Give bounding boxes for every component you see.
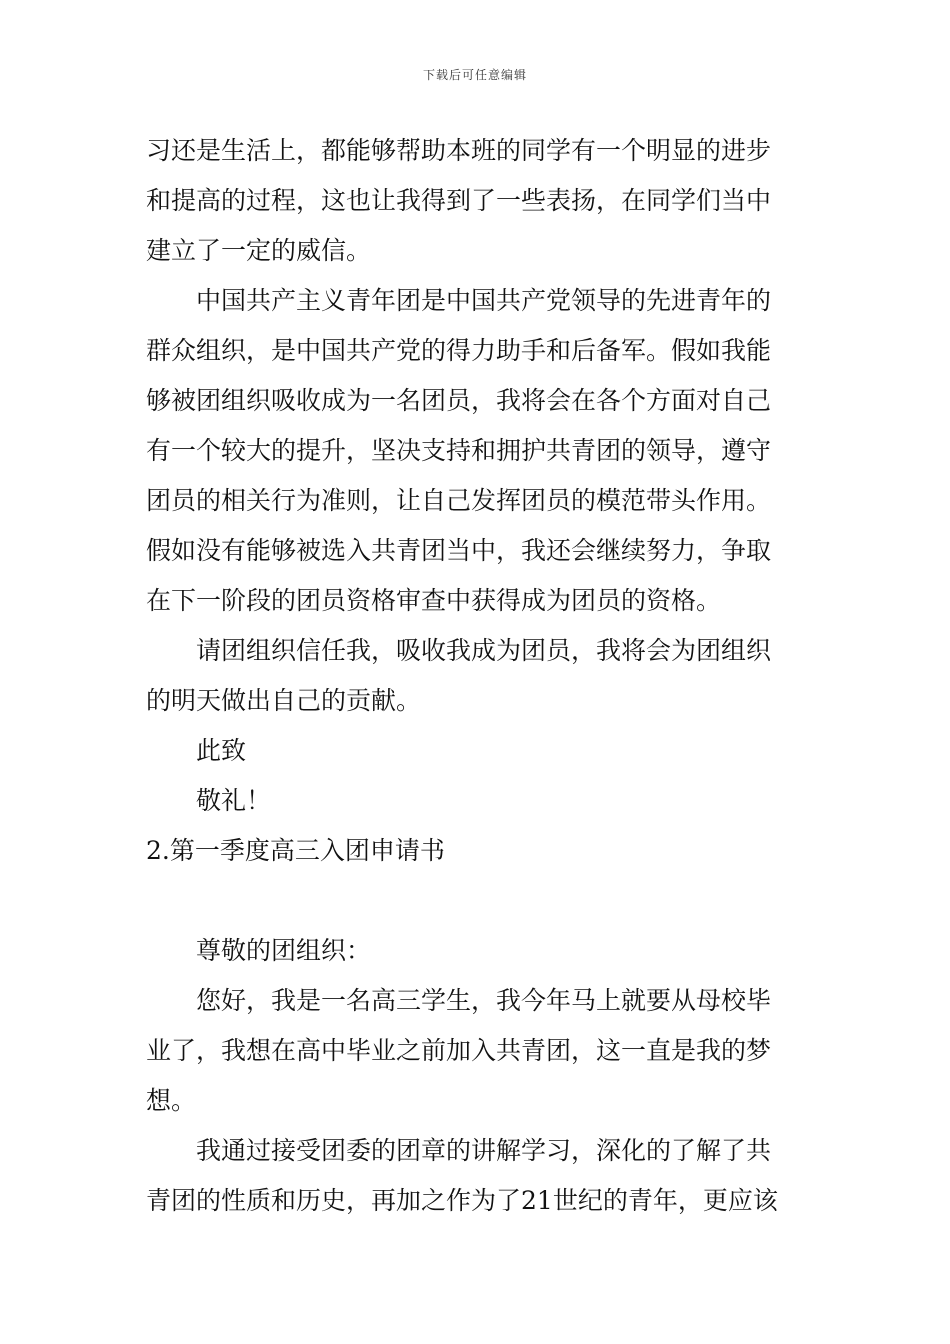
text-line: 想。 [146, 1086, 197, 1115]
document-body [146, 126, 810, 1226]
text-line: 青团的性质和历史，再加之作为了21世纪的青年，更应该 [146, 1186, 778, 1215]
text-line: 假如没有能够被选入共青团当中，我还会继续努力，争取 [146, 536, 772, 565]
blank-spacer [146, 876, 810, 926]
text-line: 在下一阶段的团员资格审查中获得成为团员的资格。 [146, 586, 722, 615]
text-line: 业了，我想在高中毕业之前加入共青团，这一直是我的梦 [146, 1036, 772, 1065]
text-line: 群众组织，是中国共产党的得力助手和后备军。假如我能 [146, 336, 772, 365]
text-line: 建立了一定的威信。 [146, 236, 372, 265]
page-header-note: 下载后可任意编辑 [422, 68, 527, 82]
text-line: 习还是生活上，都能够帮助本班的同学有一个明显的进步 [146, 136, 772, 165]
closing-regards: 敬礼！ [196, 786, 272, 815]
paragraph-start-line: 中国共产主义青年团是中国共产党领导的先进青年的 [196, 286, 772, 315]
closing-salutation: 此致 [196, 736, 247, 765]
paragraph-start-line: 您好，我是一名高三学生，我今年马上就要从母校毕 [196, 986, 772, 1015]
text-line: 有一个较大的提升，坚决支持和拥护共青团的领导，遵守 [146, 436, 772, 465]
section-title: 2.第一季度高三入团申请书 [146, 836, 445, 865]
paragraph-start-line: 我通过接受团委的团章的讲解学习，深化的了解了共 [196, 1136, 772, 1165]
paragraph-start-line: 请团组织信任我，吸收我成为团员，我将会为团组织 [196, 636, 772, 665]
text-line: 和提高的过程，这也让我得到了一些表扬，在同学们当中 [146, 186, 772, 215]
text-line: 的明天做出自己的贡献。 [146, 686, 422, 715]
text-line: 够被团组织吸收成为一名团员，我将会在各个方面对自己 [146, 386, 772, 415]
letter-greeting: 尊敬的团组织： [196, 936, 372, 965]
text-line: 团员的相关行为准则，让自己发挥团员的模范带头作用。 [146, 486, 772, 515]
